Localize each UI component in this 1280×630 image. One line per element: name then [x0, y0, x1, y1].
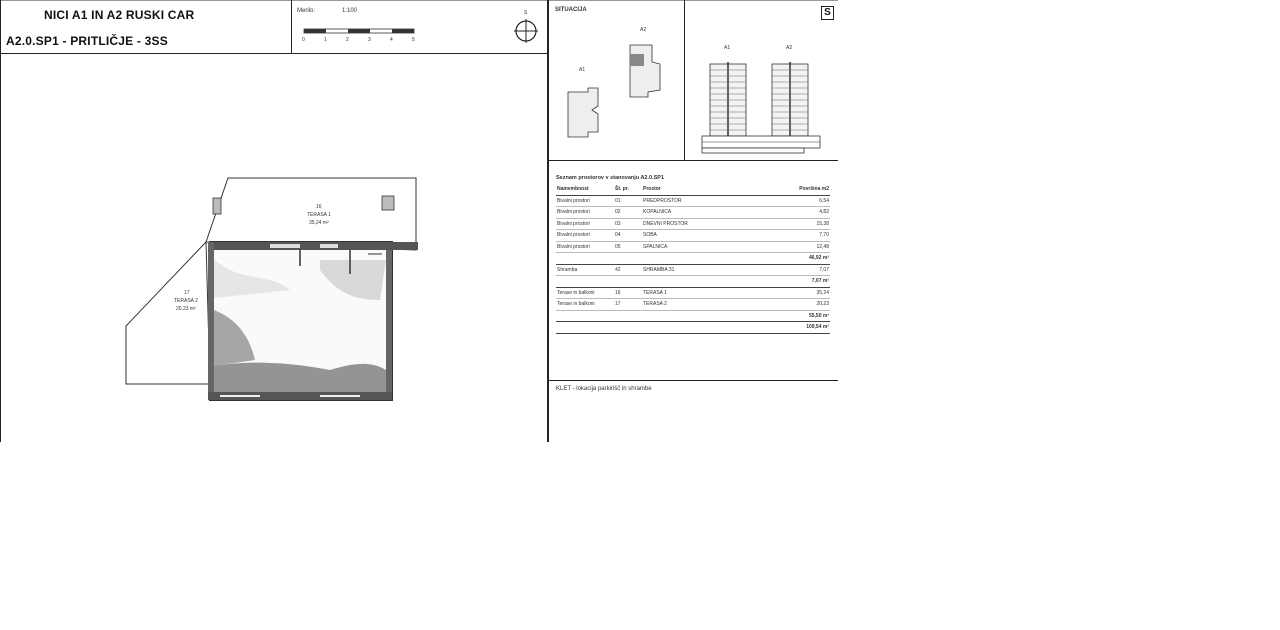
- table-row: [556, 264, 830, 276]
- cell-area: 15,38: [778, 218, 830, 230]
- scale-tick-5: 5: [412, 37, 415, 43]
- floor-plan-sheet: [0, 0, 838, 442]
- room-terrace-1-code: 16: [316, 204, 322, 210]
- cell-use: Terase in balkoni: [556, 287, 614, 299]
- subtotal-row: [556, 253, 830, 265]
- project-title: NICI A1 IN A2 RUSKI CAR: [44, 8, 195, 22]
- footnote-divider: [548, 380, 838, 381]
- subtotal-living: 46,92 m²: [556, 253, 830, 265]
- table-row: [556, 218, 830, 230]
- cell-use: Terase in balkoni: [556, 299, 614, 311]
- building-elevation: [700, 56, 822, 156]
- area-table-header: [556, 184, 830, 195]
- room-terrace-1-area: 35,24 m²: [309, 220, 329, 226]
- cell-area: 7,70: [778, 230, 830, 242]
- plan-info-divider: [547, 0, 549, 442]
- cell-number: 01: [614, 195, 642, 207]
- cell-room: TERASA 1: [642, 287, 778, 299]
- subtotal-terraces: 55,50 m²: [556, 310, 830, 322]
- cell-area: 20,23: [778, 299, 830, 311]
- area-table-title: Seznam prostorov v stanovanju A2.0.SP1: [556, 175, 664, 181]
- table-row: [556, 287, 830, 299]
- situation-label-a2: A2: [640, 27, 647, 33]
- scale-tick-0: 0: [302, 37, 305, 43]
- situation-label-a1: A1: [579, 67, 586, 73]
- cell-area: 6,54: [778, 195, 830, 207]
- company-logo: S: [821, 6, 834, 20]
- cell-number: 02: [614, 207, 642, 219]
- cell-use: Bivalni prostori: [556, 195, 614, 207]
- cell-number: 05: [614, 241, 642, 253]
- situation-divider: [684, 0, 685, 160]
- cell-room: KOPALNICA: [642, 207, 778, 219]
- table-row: [556, 195, 830, 207]
- cell-use: Bivalni prostori: [556, 230, 614, 242]
- cell-room: DNEVNI PROSTOR: [642, 218, 778, 230]
- subtotal-row: [556, 276, 830, 288]
- table-row: [556, 207, 830, 219]
- room-terrace-2-code: 17: [184, 290, 190, 296]
- cell-number: 16: [614, 287, 642, 299]
- col-header-area: Površina m2: [778, 184, 830, 195]
- subtotal-storage: 7,07 m²: [556, 276, 830, 288]
- scale-bar: [300, 26, 420, 48]
- floor-plan-drawing: [120, 170, 425, 410]
- scale-tick-2: 2: [346, 37, 349, 43]
- cell-number: 17: [614, 299, 642, 311]
- header-bottom-divider: [0, 53, 548, 54]
- cell-room: SHRAMBA 31: [642, 264, 778, 276]
- scale-tick-4: 4: [390, 37, 393, 43]
- col-header-room: Prostor: [642, 184, 778, 195]
- north-arrow-icon: [514, 19, 538, 43]
- scale-value: 1:100: [342, 8, 358, 14]
- cell-number: 04: [614, 230, 642, 242]
- drawing-title: A2.0.SP1 - PRITLIČJE - 3SS: [6, 34, 168, 48]
- cell-area: 35,24: [778, 287, 830, 299]
- cell-area: 4,82: [778, 207, 830, 219]
- footnote: KLET - lokacija parkirišč in shrambe: [556, 386, 652, 392]
- scale-tick-3: 3: [368, 37, 371, 43]
- cell-number: 42: [614, 264, 642, 276]
- elevation-label-a2: A2: [786, 45, 793, 51]
- elevation-label-a1: A1: [724, 45, 731, 51]
- cell-room: TERASA 2: [642, 299, 778, 311]
- cell-use: Bivalni prostori: [556, 207, 614, 219]
- cell-area: 7,07: [778, 264, 830, 276]
- situation-site-plan: [560, 40, 670, 150]
- cell-area: 12,48: [778, 241, 830, 253]
- scale-label: Merilo:: [297, 8, 316, 14]
- header-scale-divider: [291, 0, 292, 53]
- cell-use: Shramba: [556, 264, 614, 276]
- sheet-top-border: [0, 0, 838, 1]
- north-label: S: [524, 10, 528, 16]
- area-table: [556, 184, 830, 334]
- table-row: [556, 230, 830, 242]
- subtotal-row: [556, 310, 830, 322]
- cell-room: SOBA: [642, 230, 778, 242]
- scale-tick-1: 1: [324, 37, 327, 43]
- room-terrace-1-name: TERASA 1: [307, 212, 331, 218]
- room-terrace-2-area: 20,23 m²: [176, 306, 196, 312]
- cell-use: Bivalni prostori: [556, 241, 614, 253]
- total-row: [556, 322, 830, 334]
- col-header-use: Namembnost: [556, 184, 614, 195]
- cell-room: SPALNICA: [642, 241, 778, 253]
- total-area: 109,54 m²: [556, 322, 830, 334]
- cell-use: Bivalni prostori: [556, 218, 614, 230]
- sheet-left-border: [0, 0, 1, 442]
- cell-room: PREDPROSTOR: [642, 195, 778, 207]
- room-terrace-2-name: TERASA 2: [174, 298, 198, 304]
- situation-bottom-divider: [548, 160, 838, 161]
- table-row: [556, 241, 830, 253]
- table-row: [556, 299, 830, 311]
- col-header-number: Št. pr.: [614, 184, 642, 195]
- situation-title: SITUACIJA: [555, 7, 587, 13]
- cell-number: 03: [614, 218, 642, 230]
